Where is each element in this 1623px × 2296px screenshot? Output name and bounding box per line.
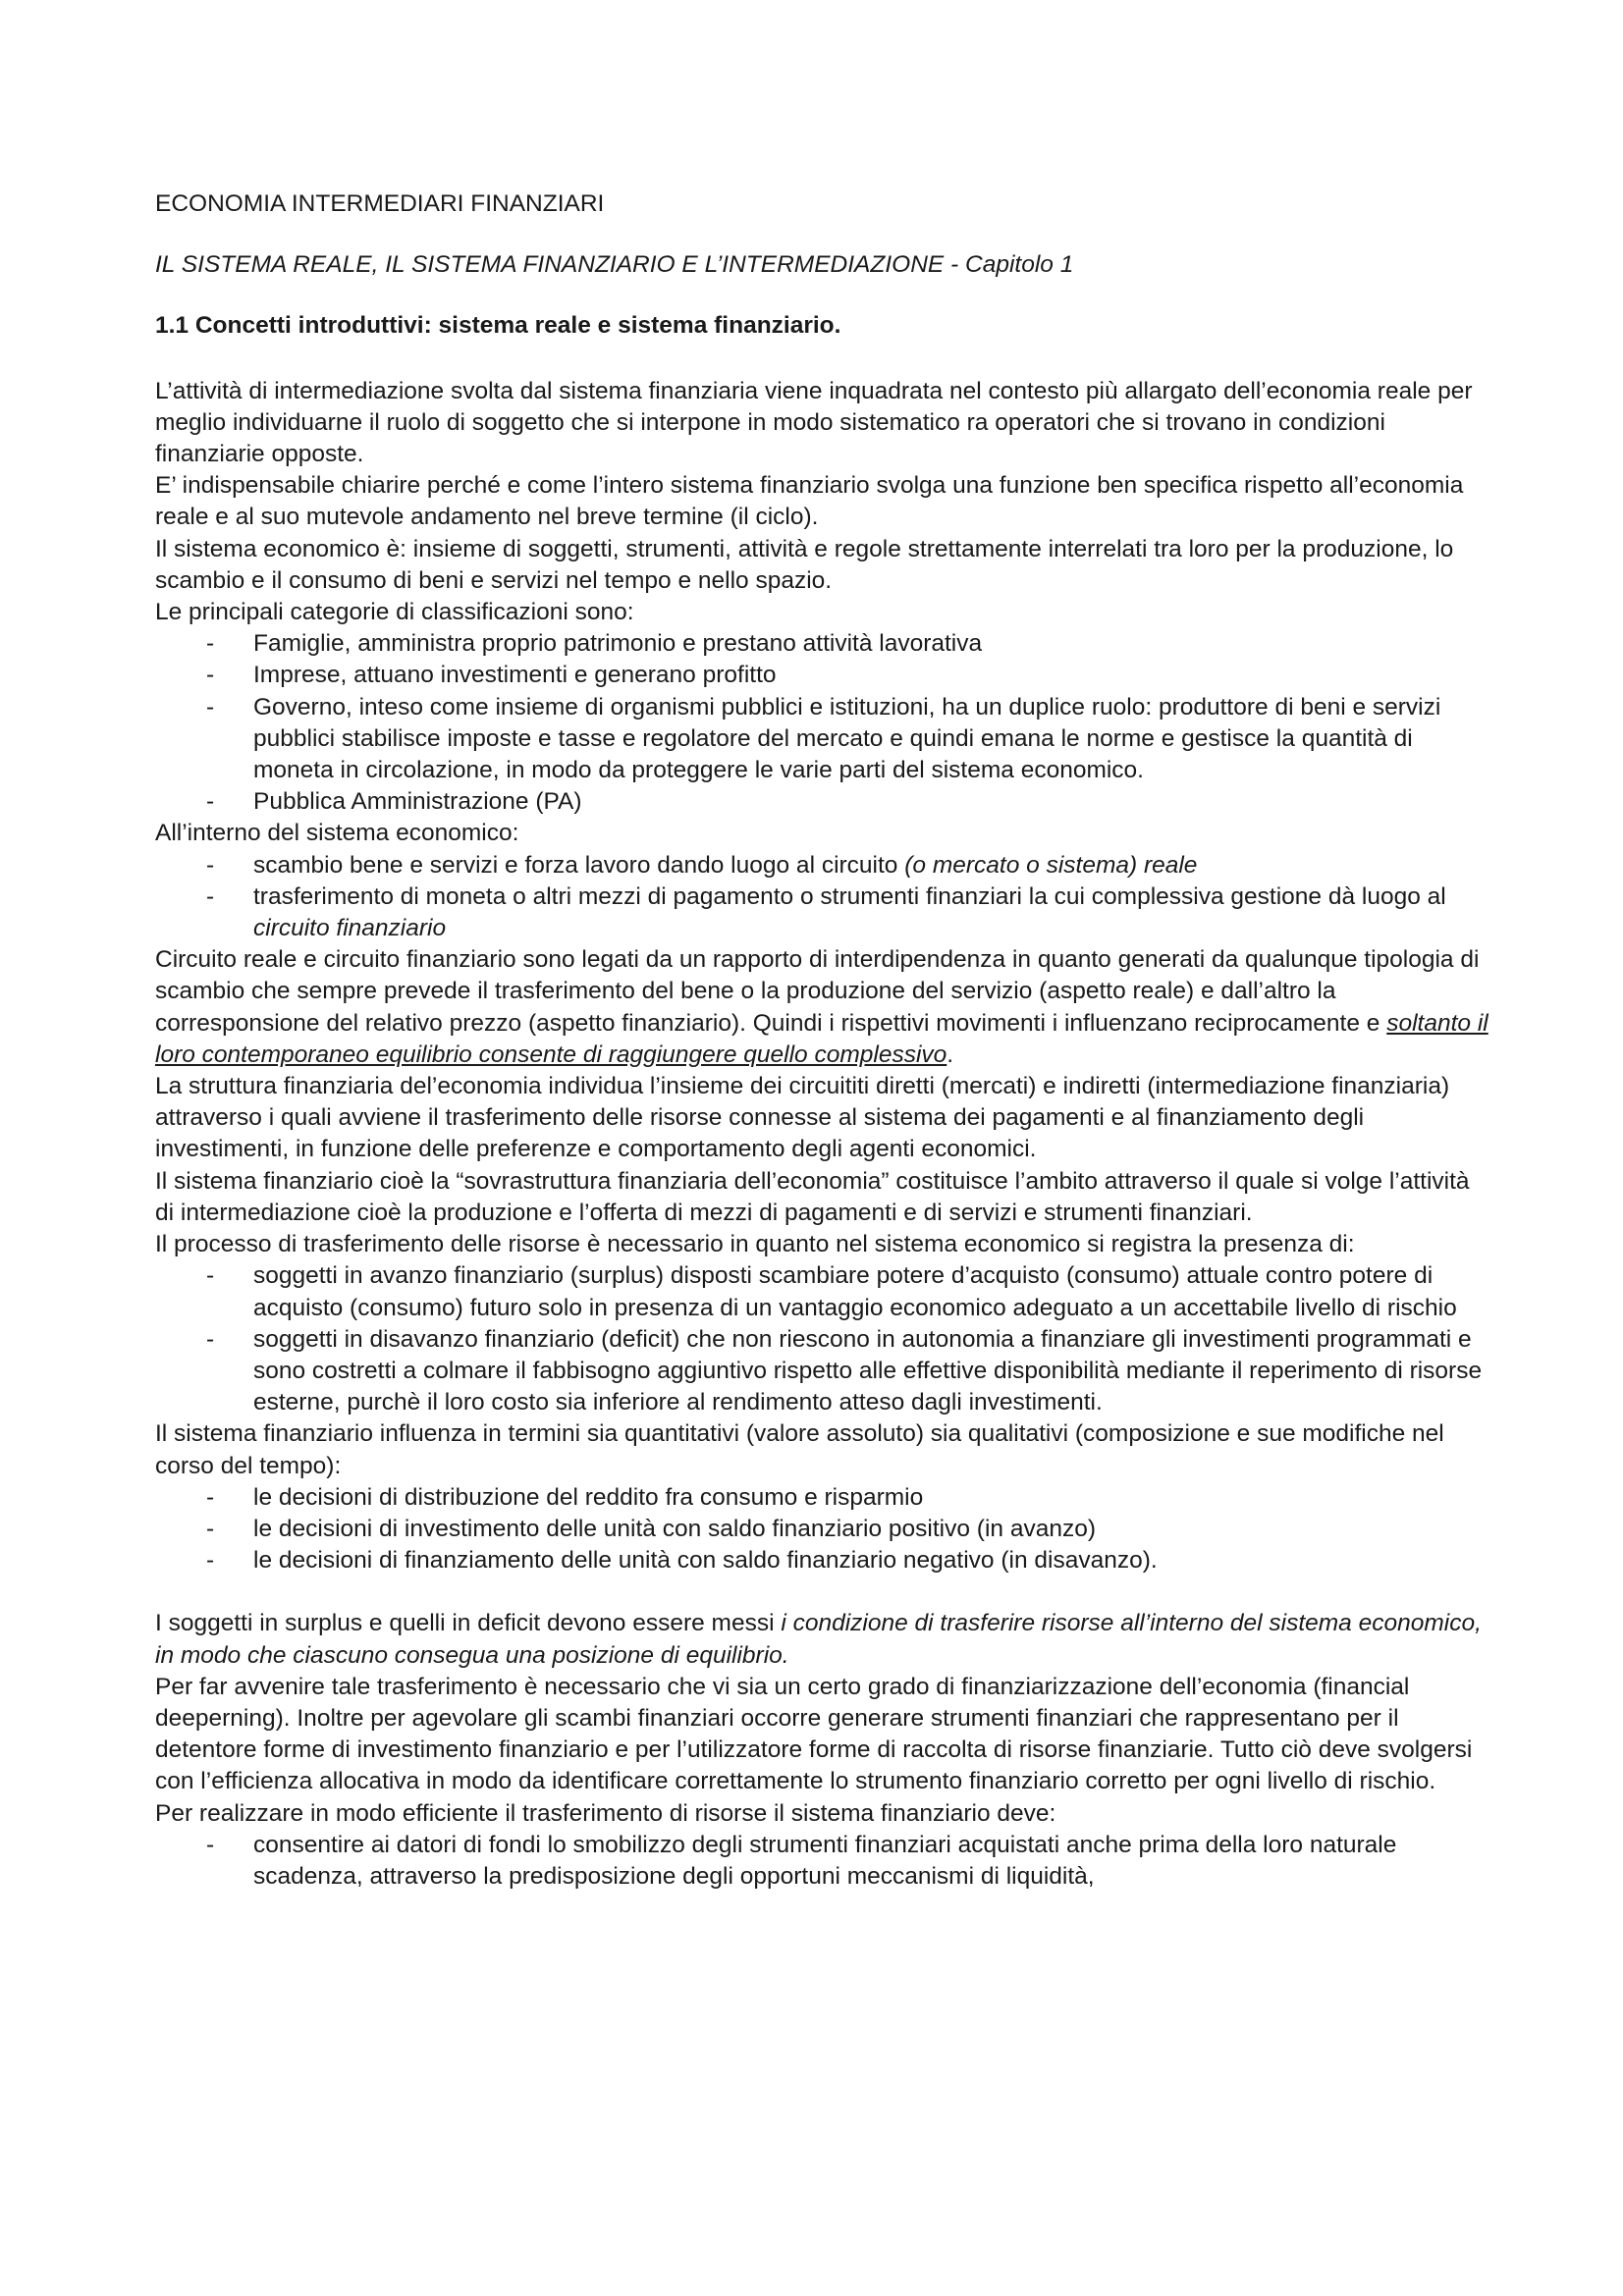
spacer: [155, 1576, 1490, 1608]
surplus-deficit-list: [155, 1260, 1490, 1418]
list-item: - Pubblica Amministrazione (PA): [155, 786, 1490, 818]
paragraph: Il processo di trasferimento delle risorse è necessario in quanto nel sistema economico si registra la presenza di:: [155, 1231, 1355, 1258]
paragraph: E’ indispensabile chiarire perché e come l’intero sistema finanziario svolga una funzione ben specifica rispetto all’economia reale e al suo mutevole andamento nel breve termine (il ciclo).: [155, 472, 1464, 531]
list-item-text: scambio bene e servizi e forza lavoro dando luogo al circuito: [253, 851, 905, 879]
list-item: - le decisioni di finanziamento delle unità con saldo finanziario negativo (in disavanzo).: [155, 1545, 1490, 1576]
circuit-list: [155, 850, 1490, 945]
chapter-subtitle: IL SISTEMA REALE, IL SISTEMA FINANZIARIO E L’INTERMEDIAZIONE - Capitolo 1: [155, 251, 1074, 279]
paragraph: Le principali categorie di classificazioni sono:: [155, 599, 634, 626]
classification-list: [155, 628, 1490, 818]
paragraph: La struttura finanziaria del’economia individua l’insieme dei circuititi diretti (mercati) e indiretti (intermediazione finanziaria) attraverso i quali avviene il trasferimento delle risorse connesse al sistema dei pagamenti e al finanziamento degli investimenti, in funzione delle preferenze e comportamento degli agenti economici.: [155, 1073, 1450, 1163]
document-page: [155, 188, 1490, 1893]
paragraph: All’interno del sistema economico:: [155, 820, 519, 847]
list-item: - soggetti in avanzo finanziario (surplus) disposti scambiare potere d’acquisto (consumo) attuale contro potere di acquisto (consumo) futuro solo in presenza di un vantaggio economico adeguato a un accettabile livello di rischio: [155, 1260, 1490, 1323]
list-item: - Imprese, attuano investimenti e generano profitto: [155, 660, 1490, 691]
paragraph: Il sistema finanziario cioè la “sovrastruttura finanziaria dell’economia” costituisce l’ambito attraverso il quale si volge l’attività di intermediazione cioè la produzione e l’offerta di mezzi di pagamenti e di servizi e strumenti finanziari.: [155, 1167, 1470, 1226]
paragraph: L’attività di intermediazione svolta dal sistema finanziaria viene inquadrata nel contesto più allargato dell’economia reale per meglio individuarne il ruolo di soggetto che si interpone in modo sistematico ra operatori che si trovano in condizioni finanziarie opposte.: [155, 377, 1473, 468]
list-item: - Governo, inteso come insieme di organismi pubblici e istituzioni, ha un duplice ruolo: produttore di beni e servizi pubblici stabilisce imposte e tasse e regolatore del mercato e quindi emana le norme e gestisce la quantità di moneta in circolazione, in modo da proteggere le varie parti del sistema economico.: [155, 692, 1490, 787]
list-item-text: trasferimento di moneta o altri mezzi di pagamento o strumenti finanziari la cui complessiva gestione dà luogo al: [253, 882, 1446, 910]
decisions-list: [155, 1482, 1490, 1577]
list-item: [155, 881, 1490, 944]
paragraph-emphasis: i condizione di trasferire risorse all’interno del sistema economico, in modo che ciascuno consegua una posizione di equilibrio.: [155, 1610, 1482, 1669]
list-item: - le decisioni di investimento delle unità con saldo finanziario positivo (in avanzo): [155, 1514, 1490, 1545]
section-heading: 1.1 Concetti introduttivi: sistema reale e sistema finanziario.: [155, 312, 841, 340]
list-item: [155, 850, 1490, 881]
paragraph: Per realizzare in modo efficiente il trasferimento di risorse il sistema finanziario deve:: [155, 1799, 1056, 1827]
paragraph: Per far avvenire tale trasferimento è necessario che vi sia un certo grado di finanziarizzazione dell’economia (financial deeperning). Inoltre per agevolare gli scambi finanziari occorre generare strumenti finanziari che rappresentano per il detentore forme di investimento finanziario e per l’utilizzatore forme di raccolta di risorse finanziarie. Tutto ciò deve svolgersi con l’efficienza allocativa in modo da identificare correttamente lo strumento finanziario corretto per ogni livello di rischio.: [155, 1673, 1473, 1795]
paragraph: [155, 944, 1490, 1071]
list-item: - le decisioni di distribuzione del reddito fra consumo e risparmio: [155, 1482, 1490, 1514]
paragraph: Il sistema finanziario influenza in termini sia quantitativi (valore assoluto) sia qualitativi (composizione e sue modifiche nel corso del tempo):: [155, 1420, 1444, 1479]
paragraph-text: Circuito reale e circuito finanziario sono legati da un rapporto di interdipendenza in quanto generati da qualunque tipologia di scambio che sempre prevede il trasferimento del bene o la produzione del servizio (aspetto reale) e dall’altro la corresponsione del relativo prezzo (aspetto finanziario). Quindi i rispettivi movimenti i influenzano reciprocamente e: [155, 946, 1480, 1037]
paragraph-text: I soggetti in surplus e quelli in deficit devono essere messi: [155, 1610, 782, 1637]
list-item: - soggetti in disavanzo finanziario (deficit) che non riescono in autonomia a finanziare gli investimenti programmati e sono costretti a colmare il fabbisogno aggiuntivo rispetto alle effettive disponibilità mediante il reperimento di risorse esterne, purchè il loro costo sia inferiore al rendimento atteso dagli investimenti.: [155, 1324, 1490, 1419]
list-item: - consentire ai datori di fondi lo smobilizzo degli strumenti finanziari acquistati anche prima della loro naturale scadenza, attraverso la predisposizione degli opportuni meccanismi di liquidità,: [155, 1830, 1490, 1893]
list-item-emphasis: (o mercato o sistema) reale: [904, 851, 1198, 879]
document-title: ECONOMIA INTERMEDIARI FINANZIARI: [155, 190, 605, 217]
requirements-list: [155, 1830, 1490, 1893]
paragraph: Il sistema economico è: insieme di soggetti, strumenti, attività e regole strettamente interrelati tra loro per la produzione, lo scambio e il consumo di beni e servizi nel tempo e nello spazio.: [155, 535, 1454, 594]
paragraph: [155, 1608, 1490, 1671]
list-item: - Famiglie, amministra proprio patrimonio e prestano attività lavorativa: [155, 628, 1490, 660]
list-item-emphasis: circuito finanziario: [253, 915, 447, 942]
underlined-emphasis: soltanto il loro contemporaneo equilibrio consente di raggiungere quello complessivo: [155, 1009, 1488, 1068]
paragraph-end: .: [947, 1041, 954, 1068]
